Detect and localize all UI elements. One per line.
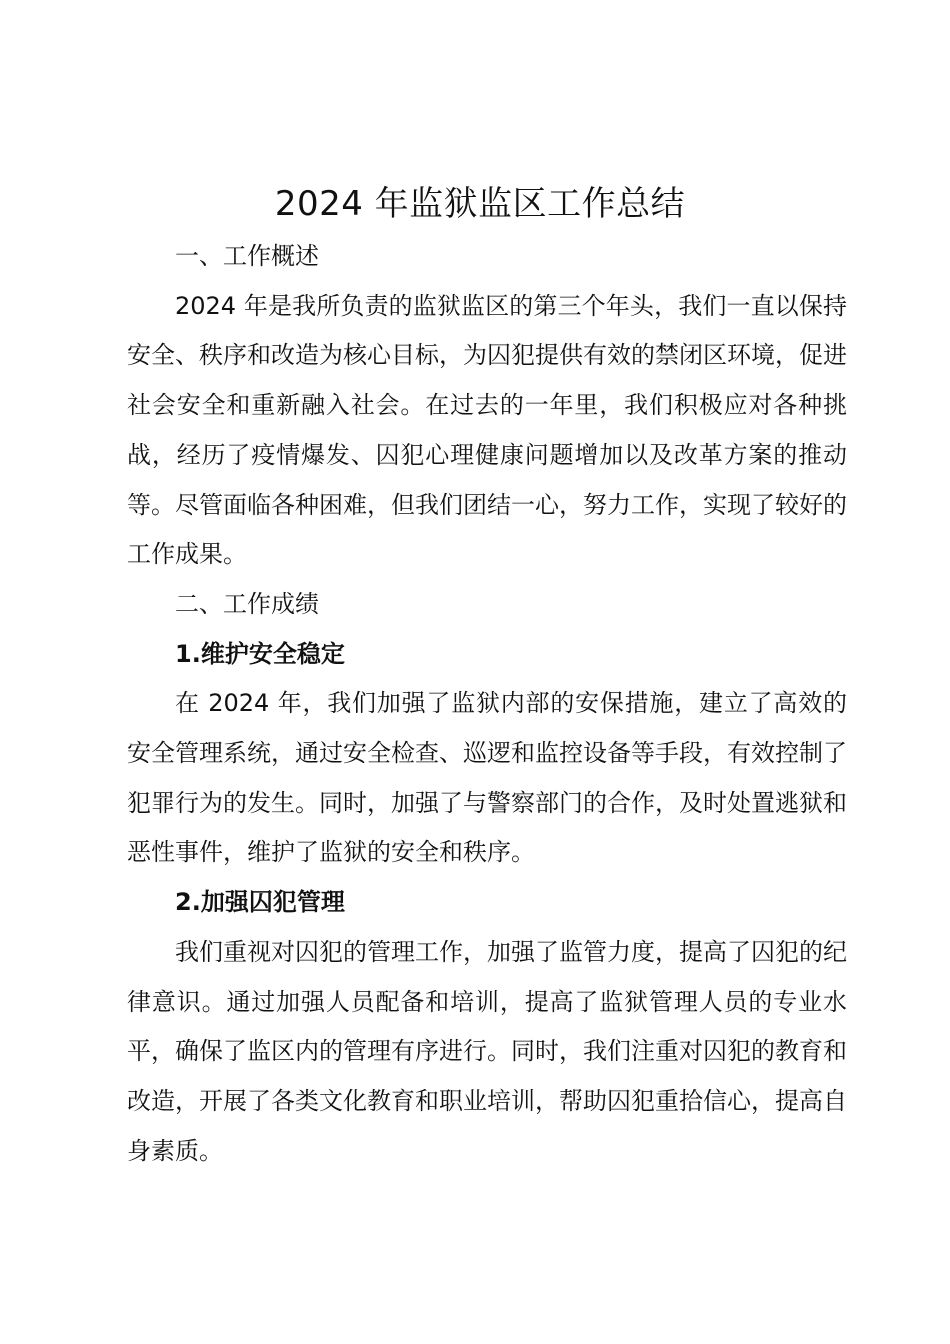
document-title: 2024 年监狱监区工作总结 [274,184,686,224]
paragraph-inmate-management: 我们重视对囚犯的管理工作，加强了监管力度，提高了囚犯的纪律意识。通过加强人员配备和培训，提高了监狱管理人员的专业水平，确保了监区内的管理有序进行。同时，我们注重对囚犯的教育和改造，开展了各类文化教育和职业培训，帮助囚犯重拾信心，提高自身素质。 [127,937,847,1165]
section-heading-overview: 一、工作概述 [175,242,319,270]
paragraph-security: 在 2024 年，我们加强了监狱内部的安保措施，建立了高效的安全管理系统，通过安全检查、巡逻和监控设备等手段，有效控制了犯罪行为的发生。同时，加强了与警察部门的合作，及时处置逃狱和恶性事件，维护了监狱的安全和秩序。 [127,689,847,867]
document-body [127,232,847,1176]
subsection-heading-security: 1.维护安全稳定 [175,639,345,668]
subsection-heading-inmate-management: 2.加强囚犯管理 [175,888,345,917]
paragraph-overview: 2024 年是我所负责的监狱监区的第三个年头，我们一直以保持安全、秩序和改造为核心目标，为囚犯提供有效的禁闭区环境，促进社会安全和重新融入社会。在过去的一年里，我们积极应对各种挑战，经历了疫情爆发、囚犯心理健康问题增加以及改革方案的推动等。尽管面临各种困难，但我们团结一心，努力工作，实现了较好的工作成果。 [127,291,847,569]
section-heading-achievements: 二、工作成绩 [175,589,319,618]
